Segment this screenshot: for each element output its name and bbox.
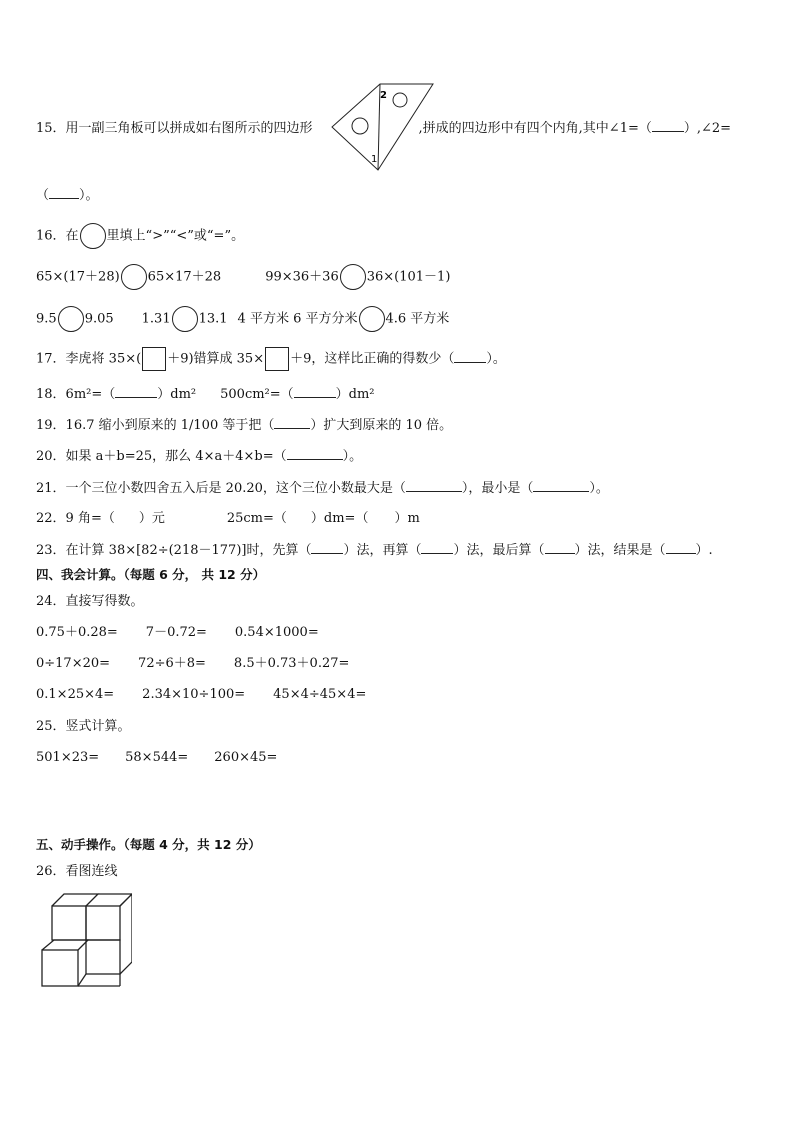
q23-text: 23．在计算 38×[82÷(218－177)]时，先算（ [36,543,312,558]
q17-text: ＋9)错算成 35× [167,351,265,367]
q24-item: 0.54×1000= [234,625,319,640]
compare-circle[interactable] [359,306,385,332]
q22-text: 25cm=（ [226,511,287,526]
q23-blank[interactable] [666,541,696,554]
angle-2-label: 2 [380,90,387,101]
q16-expr: 9.05 [84,311,114,327]
q16-row-2 [36,306,449,332]
q22-text: ）dm=（ [310,511,369,526]
q24-row [36,655,349,673]
q25-item: 501×23= [36,750,100,765]
question-16 [36,223,244,249]
q18-blank[interactable] [294,385,336,398]
q15-blank-1[interactable] [652,119,684,132]
cube-stack-figure [38,890,132,988]
question-15-cont [36,186,99,205]
question-20 [36,447,362,466]
q24-item: 0.75＋0.28= [36,625,118,640]
q16-row-1 [36,264,450,290]
q18-text: ）dm² [157,387,197,402]
q24-item: 2.34×10÷100= [142,687,246,702]
q15-text-e: ）。 [79,188,99,203]
q19-text: 19．16.7 缩小到原来的 1/100 等于把（ [36,418,275,433]
q16-expr: 99×36＋36 [265,269,339,285]
q16-expr: 9.5 [36,311,57,327]
q19-text: ）扩大到原来的 10 倍。 [310,418,453,433]
section-4-title: 四、我会计算。（每题 6 分， 共 12 分） [36,567,266,582]
q24-row [36,624,319,642]
question-17 [36,347,506,371]
q16-expr: 65×(17＋28) [36,269,120,285]
q18-text: 500cm²=（ [220,387,294,402]
q23-text: ）法，再算（ [343,543,422,558]
question-26-title: 26．看图连线 [36,864,118,879]
question-18 [36,385,375,404]
q20-text: ）。 [342,449,363,464]
q17-text: ＋9，这样比正确的得数少（ [290,351,455,367]
q15-text-d: （ [36,188,50,203]
q19-blank[interactable] [274,416,310,429]
quadrilateral-figure [330,82,436,174]
q22-text: 22．9 角=（ [36,511,115,526]
compare-circle[interactable] [172,306,198,332]
q15-text-c: ）,∠2= [683,121,732,136]
q20-blank[interactable] [287,447,343,460]
answer-circle [80,223,106,249]
q22-text: ）m [394,511,420,526]
q16-expr: 4 平方米 6 平方分米 [237,311,358,327]
q21-text: ），最小是（ [461,481,534,496]
q21-text: ）。 [589,481,609,496]
q23-blank[interactable] [421,541,453,554]
question-25-title: 25．竖式计算。 [36,719,131,734]
q21-text: 21．一个三位小数四舍五入后是 20.20，这个三位小数最大是（ [36,481,406,496]
compare-circle[interactable] [121,264,147,290]
q23-blank[interactable] [311,541,343,554]
q17-text: ）。 [486,351,506,367]
section-5-title: 五、动手操作。（每题 4 分，共 12 分） [36,837,261,852]
answer-box[interactable] [265,347,289,371]
question-24-title: 24．直接写得数。 [36,594,144,609]
q24-item: 45×4÷45×4= [273,687,367,702]
q25-item: 58×544= [125,750,189,765]
angle-1-label: 1 [371,154,378,165]
q16-expr: 1.31 [141,311,171,327]
q16-expr: 13.1 [198,311,228,327]
question-22 [36,510,420,528]
q16-expr: 65×17＋28 [147,269,222,285]
q16-expr: 4.6 平方米 [385,311,450,327]
q17-blank[interactable] [454,350,486,363]
q18-blank[interactable] [115,385,157,398]
question-19 [36,416,452,435]
q21-blank[interactable] [406,479,462,492]
q24-item: 8.5＋0.73＋0.27= [233,656,350,671]
q18-text: ）dm² [335,387,375,402]
answer-box[interactable] [142,347,166,371]
q24-item: 7－0.72= [145,625,207,640]
q23-text: ）法，结果是（ [574,543,666,558]
q24-item: 0÷17×20= [36,656,111,671]
q15-text-b: ,拼成的四边形中有四个内角,其中∠1=（ [418,121,652,136]
q20-text: 20．如果 a＋b=25，那么 4×a＋4×b=（ [36,449,287,464]
q21-blank[interactable] [533,479,589,492]
q25-item: 260×45= [214,750,278,765]
q15-text-a: 15．用一副三角板可以拼成如右图所示的四边形 [36,121,313,136]
q18-text: 18．6m²=（ [36,387,116,402]
q16-text-b: 里填上“>”“<”或“=”。 [106,228,245,244]
q24-item: 72÷6＋8= [138,656,206,671]
q22-text: ）元 [138,511,165,526]
q16-expr: 36×(101－1) [366,269,451,285]
q23-blank[interactable] [545,541,575,554]
compare-circle[interactable] [58,306,84,332]
compare-circle[interactable] [340,264,366,290]
q24-row [36,686,366,704]
q23-text: ）法，最后算（ [453,543,545,558]
q15-blank-2[interactable] [49,186,79,199]
q17-text: 17．李虎将 35×( [36,351,142,367]
q23-text: ）. [695,543,713,558]
question-21 [36,479,609,498]
q25-row [36,749,277,767]
q16-text-a: 16．在 [36,228,79,244]
question-23 [36,541,713,560]
q24-item: 0.1×25×4= [36,687,115,702]
